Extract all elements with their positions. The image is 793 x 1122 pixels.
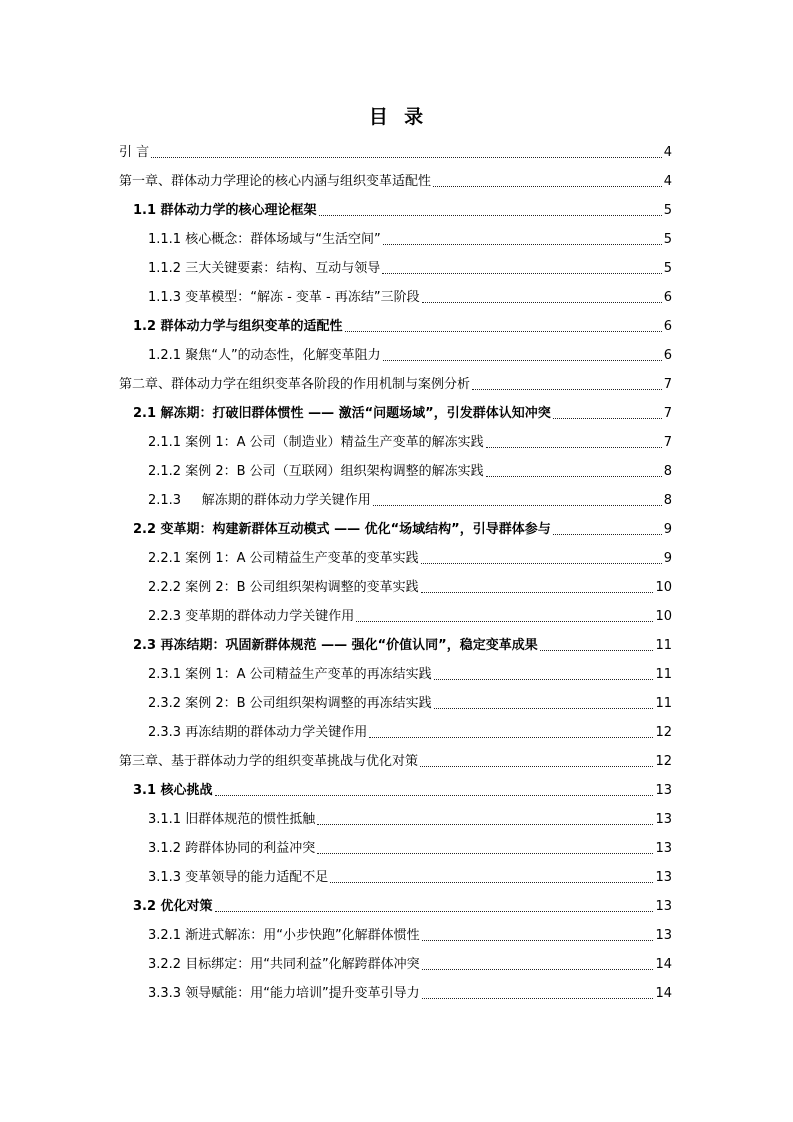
toc-entry-page-number: 9 [663,522,672,537]
toc-entry[interactable] [119,281,672,310]
toc-entry-title: 1.1.2 三大关键要素：结构、互动与领导 [148,261,381,276]
toc-entry-page-number: 12 [655,725,672,740]
toc-entry-title: 2.1.2 案例 2：B 公司（互联网）组织架构调整的解冻实践 [148,464,484,479]
toc-entry-page-number: 13 [655,841,672,856]
dot-leader [330,881,653,883]
dot-leader [215,794,654,796]
toc-title: 目 录 [368,106,425,128]
dot-leader [433,185,662,187]
toc-entry-page-number: 9 [663,551,672,566]
toc-entry-page-number: 14 [655,957,672,972]
dot-leader [553,417,662,419]
toc-entry-title: 3.1.3 变革领导的能力适配不足 [148,870,329,885]
dot-leader [486,446,662,448]
toc-entry-title: 1.1.3 变革模型：“解冻 - 变革 - 再冻结”三阶段 [148,290,420,305]
toc-entry[interactable] [119,165,672,194]
dot-leader [420,765,653,767]
dot-leader [382,272,662,274]
dot-leader [317,852,653,854]
toc-entry-title: 2.2.1 案例 1：A 公司精益生产变革的变革实践 [148,551,419,566]
toc-entry-page-number: 11 [655,667,672,682]
toc-entry[interactable] [119,513,672,542]
toc-entry[interactable] [119,977,672,1006]
toc-entry[interactable] [119,223,672,252]
toc-entry-page-number: 6 [663,290,672,305]
toc-entry-page-number: 8 [663,464,672,479]
dot-leader [383,359,662,361]
dot-leader [422,997,654,999]
toc-entry-title: 1.2 群体动力学与组织变革的适配性 [133,319,343,334]
toc-entry[interactable] [119,803,672,832]
toc-entry[interactable] [119,252,672,281]
toc-entry-page-number: 10 [655,580,672,595]
toc-entry-title: 引 言 [119,145,150,160]
table-of-contents [119,136,672,1006]
toc-entry-title: 2.2.2 案例 2：B 公司组织架构调整的变革实践 [148,580,419,595]
toc-entry[interactable] [119,948,672,977]
toc-entry[interactable] [119,571,672,600]
toc-entry-title: 2.2 变革期：构建新群体互动模式 —— 优化“场域结构”，引导群体参与 [133,522,551,537]
toc-entry-page-number: 6 [663,319,672,334]
dot-leader [345,330,662,332]
toc-entry[interactable] [119,600,672,629]
dot-leader [369,736,653,738]
toc-entry-page-number: 12 [655,754,672,769]
toc-entry[interactable] [119,339,672,368]
dot-leader [422,939,654,941]
toc-entry-page-number: 13 [655,783,672,798]
toc-entry[interactable] [119,832,672,861]
dot-leader [383,243,662,245]
toc-entry-page-number: 8 [663,493,672,508]
dot-leader [215,910,654,912]
toc-entry[interactable] [119,861,672,890]
toc-entry-title: 第三章、基于群体动力学的组织变革挑战与优化对策 [119,754,419,769]
toc-entry-page-number: 13 [655,928,672,943]
toc-entry-title: 2.1 解冻期：打破旧群体惯性 —— 激活“问题场域”，引发群体认知冲突 [133,406,551,421]
toc-entry-page-number: 11 [655,638,672,653]
dot-leader [356,620,653,622]
toc-entry-page-number: 5 [663,203,672,218]
toc-entry-page-number: 13 [655,870,672,885]
toc-entry-title: 3.3.3 领导赋能：用“能力培训”提升变革引导力 [148,986,420,1001]
toc-entry-title: 3.2.1 渐进式解冻：用“小步快跑”化解群体惯性 [148,928,420,943]
toc-entry-page-number: 6 [663,348,672,363]
toc-entry-title: 2.3.2 案例 2：B 公司组织架构调整的再冻结实践 [148,696,432,711]
toc-entry-title: 2.3.1 案例 1：A 公司精益生产变革的再冻结实践 [148,667,432,682]
toc-entry-page-number: 7 [663,377,672,392]
dot-leader [434,707,654,709]
toc-entry-title: 1.2.1 聚焦“人”的动态性，化解变革阻力 [148,348,381,363]
toc-entry-title: 3.1 核心挑战 [133,783,213,798]
dot-leader [422,301,662,303]
toc-entry[interactable] [119,194,672,223]
dot-leader [421,562,662,564]
toc-entry-title: 3.2.2 目标绑定：用“共同利益”化解跨群体冲突 [148,957,420,972]
toc-entry[interactable] [119,658,672,687]
dot-leader [486,475,662,477]
dot-leader [373,504,662,506]
toc-entry-page-number: 13 [655,899,672,914]
toc-entry-title: 2.1.1 案例 1：A 公司（制造业）精益生产变革的解冻实践 [148,435,484,450]
dot-leader [540,649,654,651]
toc-entry[interactable] [119,368,672,397]
toc-entry[interactable] [119,484,672,513]
toc-entry-title: 第二章、群体动力学在组织变革各阶段的作用机制与案例分析 [119,377,471,392]
toc-entry[interactable] [119,890,672,919]
dot-leader [434,678,654,680]
toc-entry[interactable] [119,542,672,571]
toc-entry-page-number: 11 [655,696,672,711]
toc-entry[interactable] [119,745,672,774]
toc-entry-title: 3.1.2 跨群体协同的利益冲突 [148,841,316,856]
toc-entry-page-number: 5 [663,261,672,276]
toc-entry-page-number: 14 [655,986,672,1001]
toc-entry[interactable] [119,397,672,426]
toc-entry-title: 第一章、群体动力学理论的核心内涵与组织变革适配性 [119,174,432,189]
dot-leader [151,156,662,158]
toc-entry[interactable] [119,716,672,745]
toc-entry-page-number: 10 [655,609,672,624]
toc-entry-title: 3.1.1 旧群体规范的惯性抵触 [148,812,316,827]
toc-entry-title: 1.1.1 核心概念：群体场域与“生活空间” [148,232,381,247]
toc-entry-page-number: 13 [655,812,672,827]
toc-entry[interactable] [119,426,672,455]
toc-entry-title: 2.2.3 变革期的群体动力学关键作用 [148,609,355,624]
toc-entry-title: 2.3 再冻结期：巩固新群体规范 —— 强化“价值认同”，稳定变革成果 [133,638,538,653]
toc-entry[interactable] [119,919,672,948]
toc-entry-page-number: 4 [663,145,672,160]
dot-leader [319,214,662,216]
toc-entry[interactable] [119,455,672,484]
toc-entry[interactable] [119,629,672,658]
toc-entry[interactable] [119,136,672,165]
toc-entry-title: 2.1.3 解冻期的群体动力学关键作用 [148,493,371,508]
toc-entry-title: 3.2 优化对策 [133,899,213,914]
dot-leader [421,591,654,593]
toc-entry-page-number: 5 [663,232,672,247]
toc-entry[interactable] [119,310,672,339]
dot-leader [472,388,662,390]
dot-leader [422,968,654,970]
toc-entry-title: 1.1 群体动力学的核心理论框架 [133,203,317,218]
toc-entry[interactable] [119,774,672,803]
toc-entry-page-number: 4 [663,174,672,189]
toc-entry[interactable] [119,687,672,716]
dot-leader [553,533,662,535]
toc-entry-title: 2.3.3 再冻结期的群体动力学关键作用 [148,725,368,740]
toc-entry-page-number: 7 [663,435,672,450]
toc-entry-page-number: 7 [663,406,672,421]
dot-leader [317,823,653,825]
